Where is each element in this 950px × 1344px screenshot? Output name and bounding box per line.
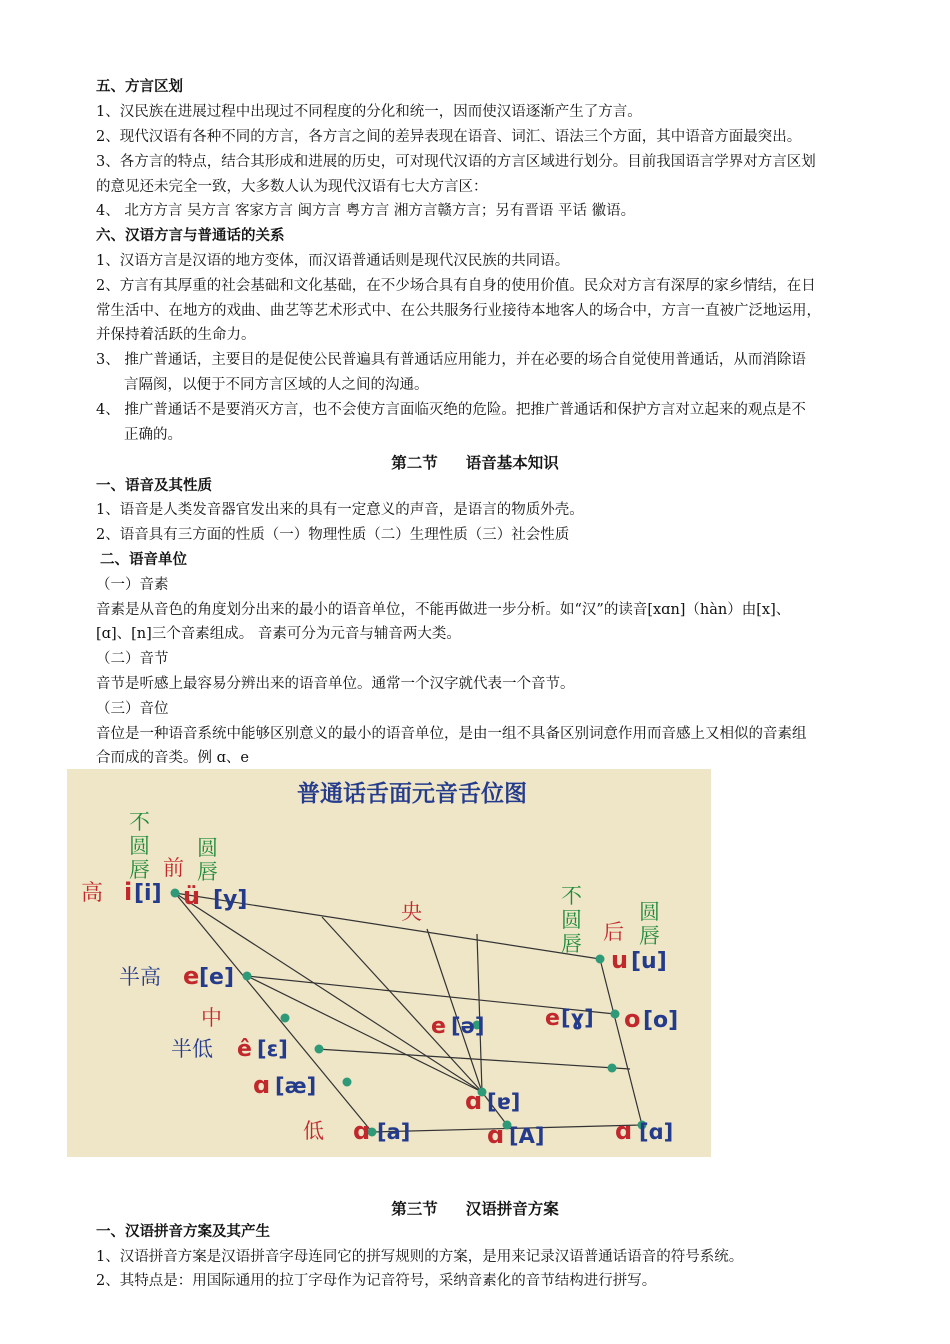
label-low: 低 bbox=[303, 1119, 324, 1143]
label-back: 后 bbox=[603, 920, 624, 944]
ipa-u: [u] bbox=[631, 949, 667, 974]
ipa-a-central: [A] bbox=[509, 1124, 545, 1148]
svg-text:圆: 圆 bbox=[197, 836, 218, 860]
label-central: 央 bbox=[401, 900, 422, 924]
paragraph: 并保持着活跃的生命力。 bbox=[96, 327, 256, 343]
svg-text:不: 不 bbox=[129, 810, 150, 834]
paragraph: [ɑ]、[n]三个音素组成。 音素可分为元音与辅音两大类。 bbox=[96, 626, 461, 642]
ipa-gamma: [ɣ] bbox=[561, 1006, 594, 1030]
paragraph: 常生活中、在地方的戏曲、曲艺等艺术形式中、在公共服务行业接待本地客人的场合中，方言一直被广泛地运用， bbox=[96, 303, 821, 319]
paragraph: 音节是听感上最容易分辨出来的语音单位。通常一个汉字就代表一个音节。 bbox=[96, 676, 575, 692]
vowel-a-ae: ɑ bbox=[253, 1071, 271, 1099]
ipa-o: [o] bbox=[643, 1008, 679, 1033]
point-o bbox=[611, 1010, 620, 1019]
ipa-epsilon: [ε] bbox=[257, 1037, 288, 1061]
label-half-low: 半低 bbox=[171, 1037, 213, 1061]
vowel-u: u bbox=[611, 946, 629, 974]
vowel-e-schwa: e bbox=[431, 1014, 446, 1039]
paragraph: 1、汉民族在进展过程中出现过不同程度的分化和统一，因而使汉语逐渐产生了方言。 bbox=[96, 104, 642, 120]
paragraph: 言隔阂，以便于不同方言区域的人之间的沟通。 bbox=[124, 377, 429, 393]
point-i bbox=[171, 889, 180, 898]
ipa-a-back: [ɑ] bbox=[639, 1120, 674, 1144]
vowel-chart-svg bbox=[67, 769, 711, 1157]
heading-dialect-relation: 六、汉语方言与普通话的关系 bbox=[96, 228, 285, 244]
vowel-a-central: ɑ bbox=[487, 1121, 505, 1149]
label-rounded-front bbox=[197, 836, 218, 884]
svg-text:唇: 唇 bbox=[129, 858, 150, 882]
vowel-a-turned: ɑ bbox=[465, 1087, 483, 1115]
vowel-a-back: ɑ bbox=[615, 1117, 633, 1145]
paragraph: 4、 北方方言 吴方言 客家方言 闽方言 粤方言 湘方言赣方言；另有晋语 平话 徽语。 bbox=[96, 203, 636, 219]
vowel-u-umlaut: ü bbox=[183, 882, 201, 910]
section-title-2 bbox=[0, 451, 950, 473]
label-unrounded-front bbox=[129, 810, 150, 882]
subheading: （一）音素 bbox=[96, 577, 169, 593]
label-front: 前 bbox=[163, 856, 184, 880]
label-unrounded-back bbox=[561, 884, 582, 956]
paragraph: 音位是一种语音系统中能够区别意义的最小的语音单位，是由一组不具备区别词意作用而音感上又相似的音素组 bbox=[96, 726, 807, 742]
svg-text:圆: 圆 bbox=[561, 908, 582, 932]
section-number: 第二节 bbox=[391, 454, 438, 472]
vowel-o: o bbox=[624, 1005, 641, 1033]
paragraph: 2、方言有其厚重的社会基础和文化基础，在不少场合具有自身的使用价值。民众对方言有深厚的家乡情结，在日 bbox=[96, 278, 816, 294]
subheading: （三）音位 bbox=[96, 701, 169, 717]
section-name: 汉语拼音方案 bbox=[465, 1200, 559, 1218]
label-half-high: 半高 bbox=[119, 965, 161, 989]
vowel-a-front: ɑ bbox=[353, 1117, 371, 1145]
paragraph: 2、其特点是：用国际通用的拉丁字母作为记音符号，采纳音素化的音节结构进行拼写。 bbox=[96, 1273, 657, 1289]
paragraph: 1、汉语拼音方案是汉语拼音字母连同它的拼写规则的方案，是用来记录汉语普通话语音的符号系统。 bbox=[96, 1249, 744, 1265]
point-ae bbox=[343, 1078, 352, 1087]
ipa-i: [i] bbox=[134, 881, 162, 906]
paragraph: 1、汉语方言是汉语的地方变体，而汉语普通话则是现代汉民族的共同语。 bbox=[96, 253, 570, 269]
paragraph: 3、各方言的特点，结合其形成和进展的历史，可对现代汉语的方言区域进行划分。目前我国语言学界对方言区划 bbox=[96, 154, 816, 170]
vowel-e-gamma: e bbox=[545, 1006, 560, 1031]
point-mid-front bbox=[281, 1014, 290, 1023]
section-number: 第三节 bbox=[391, 1200, 438, 1218]
vowel-chart-figure bbox=[67, 769, 711, 1157]
section-name: 语音基本知识 bbox=[465, 454, 559, 472]
vowel-e-hat: ê bbox=[237, 1037, 252, 1062]
section-title-3 bbox=[0, 1197, 950, 1219]
svg-text:不: 不 bbox=[561, 884, 582, 908]
paragraph: 2、语音具有三方面的性质（一）物理性质（二）生理性质（三）社会性质 bbox=[96, 527, 570, 543]
paragraph: 正确的。 bbox=[124, 427, 182, 443]
ipa-turned-a: [ɐ] bbox=[487, 1090, 521, 1114]
point-epsilon bbox=[315, 1045, 324, 1054]
heading-pinyin-scheme: 一、汉语拼音方案及其产生 bbox=[96, 1224, 270, 1240]
label-high: 高 bbox=[81, 881, 104, 906]
ipa-e: [e] bbox=[199, 965, 235, 990]
point-mid-back bbox=[608, 1064, 617, 1073]
subheading: （二）音节 bbox=[96, 651, 169, 667]
heading-dialect-division: 五、方言区划 bbox=[96, 79, 183, 95]
paragraph: 音素是从音色的角度划分出来的最小的语音单位，不能再做进一步分析。如“汉”的读音[xɑn]（hàn）由[x]、 bbox=[96, 602, 791, 618]
paragraph: 3、 推广普通话，主要目的是促使公民普遍具有普通话应用能力，并在必要的场合自觉使用普通话，从而消除语 bbox=[96, 352, 806, 368]
paragraph: 的意见还未完全一致，大多数人认为现代汉语有七大方言区： bbox=[96, 179, 488, 195]
svg-text:圆: 圆 bbox=[639, 900, 660, 924]
paragraph: 2、现代汉语有各种不同的方言，各方言之间的差异表现在语音、词汇、语法三个方面，其中语音方面最突出。 bbox=[96, 129, 802, 145]
ipa-a-front: [a] bbox=[377, 1120, 411, 1144]
paragraph: 4、 推广普通话不是要消灭方言，也不会使方言面临灭绝的危险。把推广普通话和保护方言对立起来的观点是不 bbox=[96, 402, 806, 418]
vowel-i: i bbox=[124, 878, 133, 906]
svg-text:圆: 圆 bbox=[129, 834, 150, 858]
label-rounded-back bbox=[639, 900, 660, 948]
ipa-ae: [æ] bbox=[275, 1074, 317, 1098]
ipa-schwa: [ə] bbox=[451, 1014, 485, 1038]
figure-title: 普通话舌面元音舌位图 bbox=[297, 781, 527, 807]
label-mid: 中 bbox=[201, 1006, 222, 1030]
svg-text:唇: 唇 bbox=[561, 932, 582, 956]
heading-speech-units: 二、语音单位 bbox=[100, 552, 187, 568]
ipa-y: [y] bbox=[213, 887, 248, 912]
point-e bbox=[243, 972, 252, 981]
paragraph: 1、语音是人类发音器官发出来的具有一定意义的声音，是语言的物质外壳。 bbox=[96, 502, 584, 518]
heading-speech-nature: 一、语音及其性质 bbox=[96, 478, 212, 494]
point-u bbox=[596, 955, 605, 964]
vowel-e: e bbox=[183, 962, 200, 990]
paragraph: 合而成的音类。例 ɑ、e bbox=[96, 750, 249, 766]
svg-text:唇: 唇 bbox=[197, 860, 218, 884]
svg-text:唇: 唇 bbox=[639, 924, 660, 948]
